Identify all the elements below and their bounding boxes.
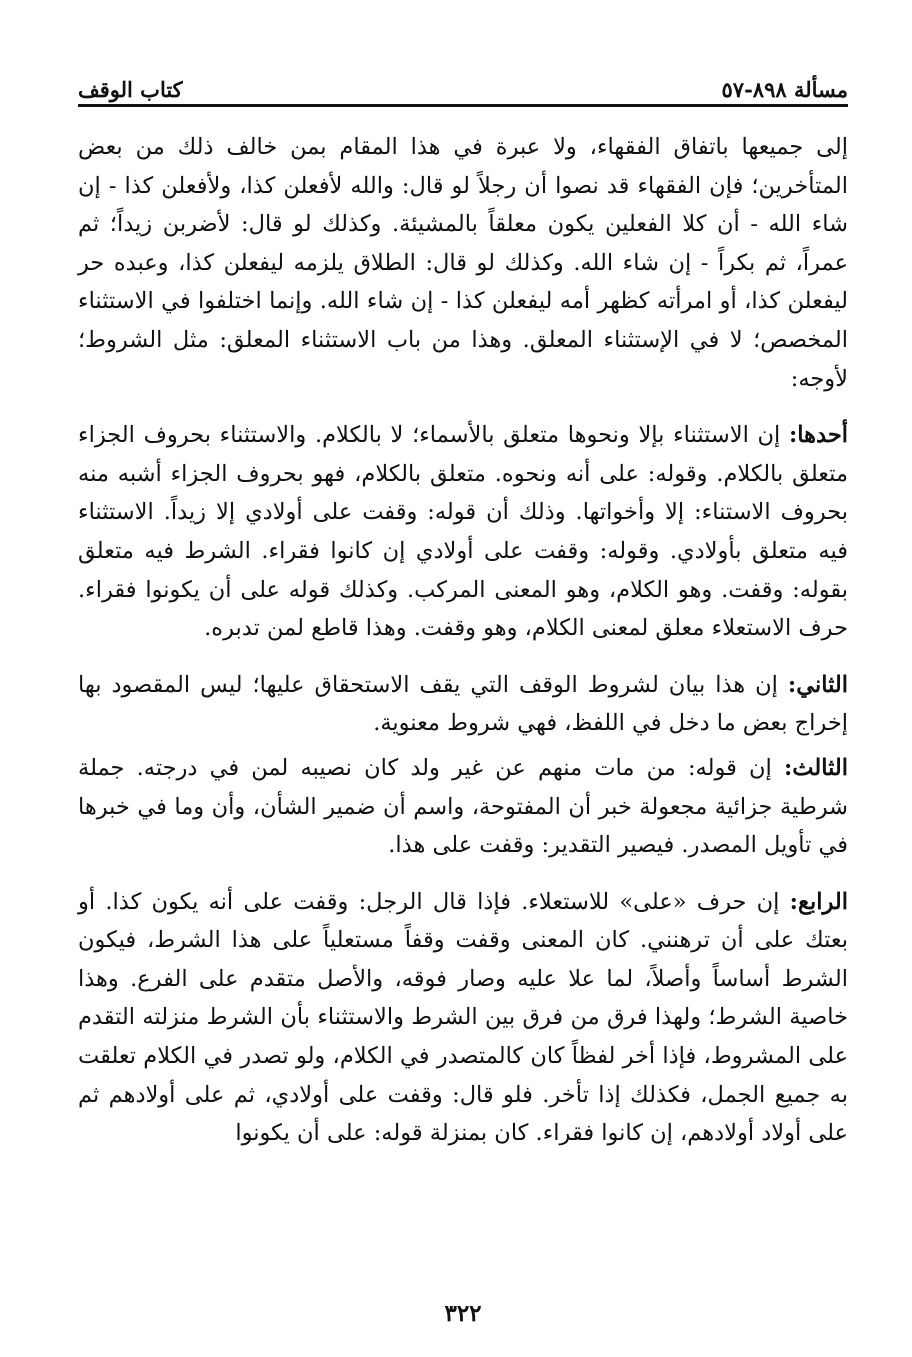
book-page <box>78 0 848 1357</box>
paragraph-first <box>78 416 848 648</box>
paragraph-fourth <box>78 883 848 1153</box>
paragraph-lead: أحدها: <box>789 422 848 449</box>
paragraph-lead: الرابع: <box>789 888 848 915</box>
page-number: ٣٢٢ <box>444 1300 482 1327</box>
paragraph-text: إلى جميعها باتفاق الفقهاء، ولا عبرة في هذا المقام بمن خالف ذلك من بعض المتأخرين؛ فإن الفقهاء قد نصوا أن رجلاً لو قال: والله لأفعلن كذا، ولأفعلن كذا - إن شاء الله - أن كلا الفعلين يكون معلقاً بالمشيئة. وكذلك لو قال: لأضربن زيداً؛ ثم عمراً، ثم بكراً - إن شاء الله. وكذلك لو قال: الطلاق يلزمه ليفعلن كذا، وعبده حر ليفعلن كذا، أو امرأته كظهر أمه ليفعلن كذا - إن شاء الله. وإنما اختلفوا في الاستثناء المخصص؛ لا في الإستثناء المعلق. وهذا من باب الاستثناء المعلق: مثل الشروط؛ لأوجه: <box>78 134 848 392</box>
running-header <box>78 62 848 102</box>
section-title: مسألة ٨٩٨-٥٧ <box>721 77 848 102</box>
paragraph-intro <box>78 128 848 398</box>
paragraph-text: إن حرف «على» للاستعلاء. فإذا قال الرجل: وقفت على أنه يكون كذا. أو بعتك على أن ترهنني. كان المعنى وقفت وقفاً مستعلياً على هذا الشرط، فيكون الشرط أساساً وأصلاً، لما علا عليه وصار فوقه، والأصل متقدم على الفرع. وهذا خاصية الشرط؛ ولهذا فرق من فرق بين الشرط والاستثناء بأن الشرط منزلته التقدم على المشروط، فإذا أخر لفظاً كان كالمتصدر في الكلام، ولو تصدر في الكلام تعلقت به جميع الجمل، فكذلك إذا تأخر. فلو قال: وقفت على أولادي، ثم على أولادهم ثم على أولاد أولادهم، إن كانوا فقراء. كان بمنزلة قوله: على أن يكونوا <box>78 888 848 1147</box>
paragraph-text: إن قوله: من مات منهم عن غير ولد كان نصيبه لمن في درجته. جملة شرطية جزائية مجعولة خبر أن المفتوحة، واسم أن ضمير الشأن، وأن وما في خبرها في تأويل المصدر. فيصير التقدير: وقفت على هذا. <box>78 754 848 859</box>
paragraph-second <box>78 666 848 743</box>
paragraph-text: إن هذا بيان لشروط الوقف التي يقف الاستحقاق عليها؛ ليس المقصود بها إخراج بعض ما دخل في اللفظ، فهي شروط معنوية. <box>78 671 848 737</box>
paragraph-lead: الثالث: <box>783 754 848 781</box>
paragraph-text: إن الاستثناء بإلا ونحوها متعلق بالأسماء؛ لا بالكلام. والاستثناء بحروف الجزاء متعلق بالكلام. وقوله: على أنه ونحوه. متعلق بالكلام، فهو بحروف الجزاء أشبه منه بحروف الاستناء: إلا وأخواتها. وذلك أن قوله: وقفت على أولادي إلا زيداً. الاستثناء فيه متعلق بأولادي. وقوله: وقفت على أولادي إن كانوا فقراء. الشرط فيه متعلق بقوله: وقفت. وهو الكلام، وهو المعنى المركب. وكذلك قوله على أن يكونوا فقراء. حرف الاستعلاء معلق لمعنى الكلام، وهو وقفت. وهذا قاطع لمن تدبره. <box>78 422 848 642</box>
main-text <box>78 128 848 1171</box>
paragraph-third <box>78 749 848 865</box>
paragraph-lead: الثاني: <box>787 671 848 698</box>
header-divider <box>78 104 848 107</box>
book-title: كتاب الوقف <box>78 77 183 102</box>
